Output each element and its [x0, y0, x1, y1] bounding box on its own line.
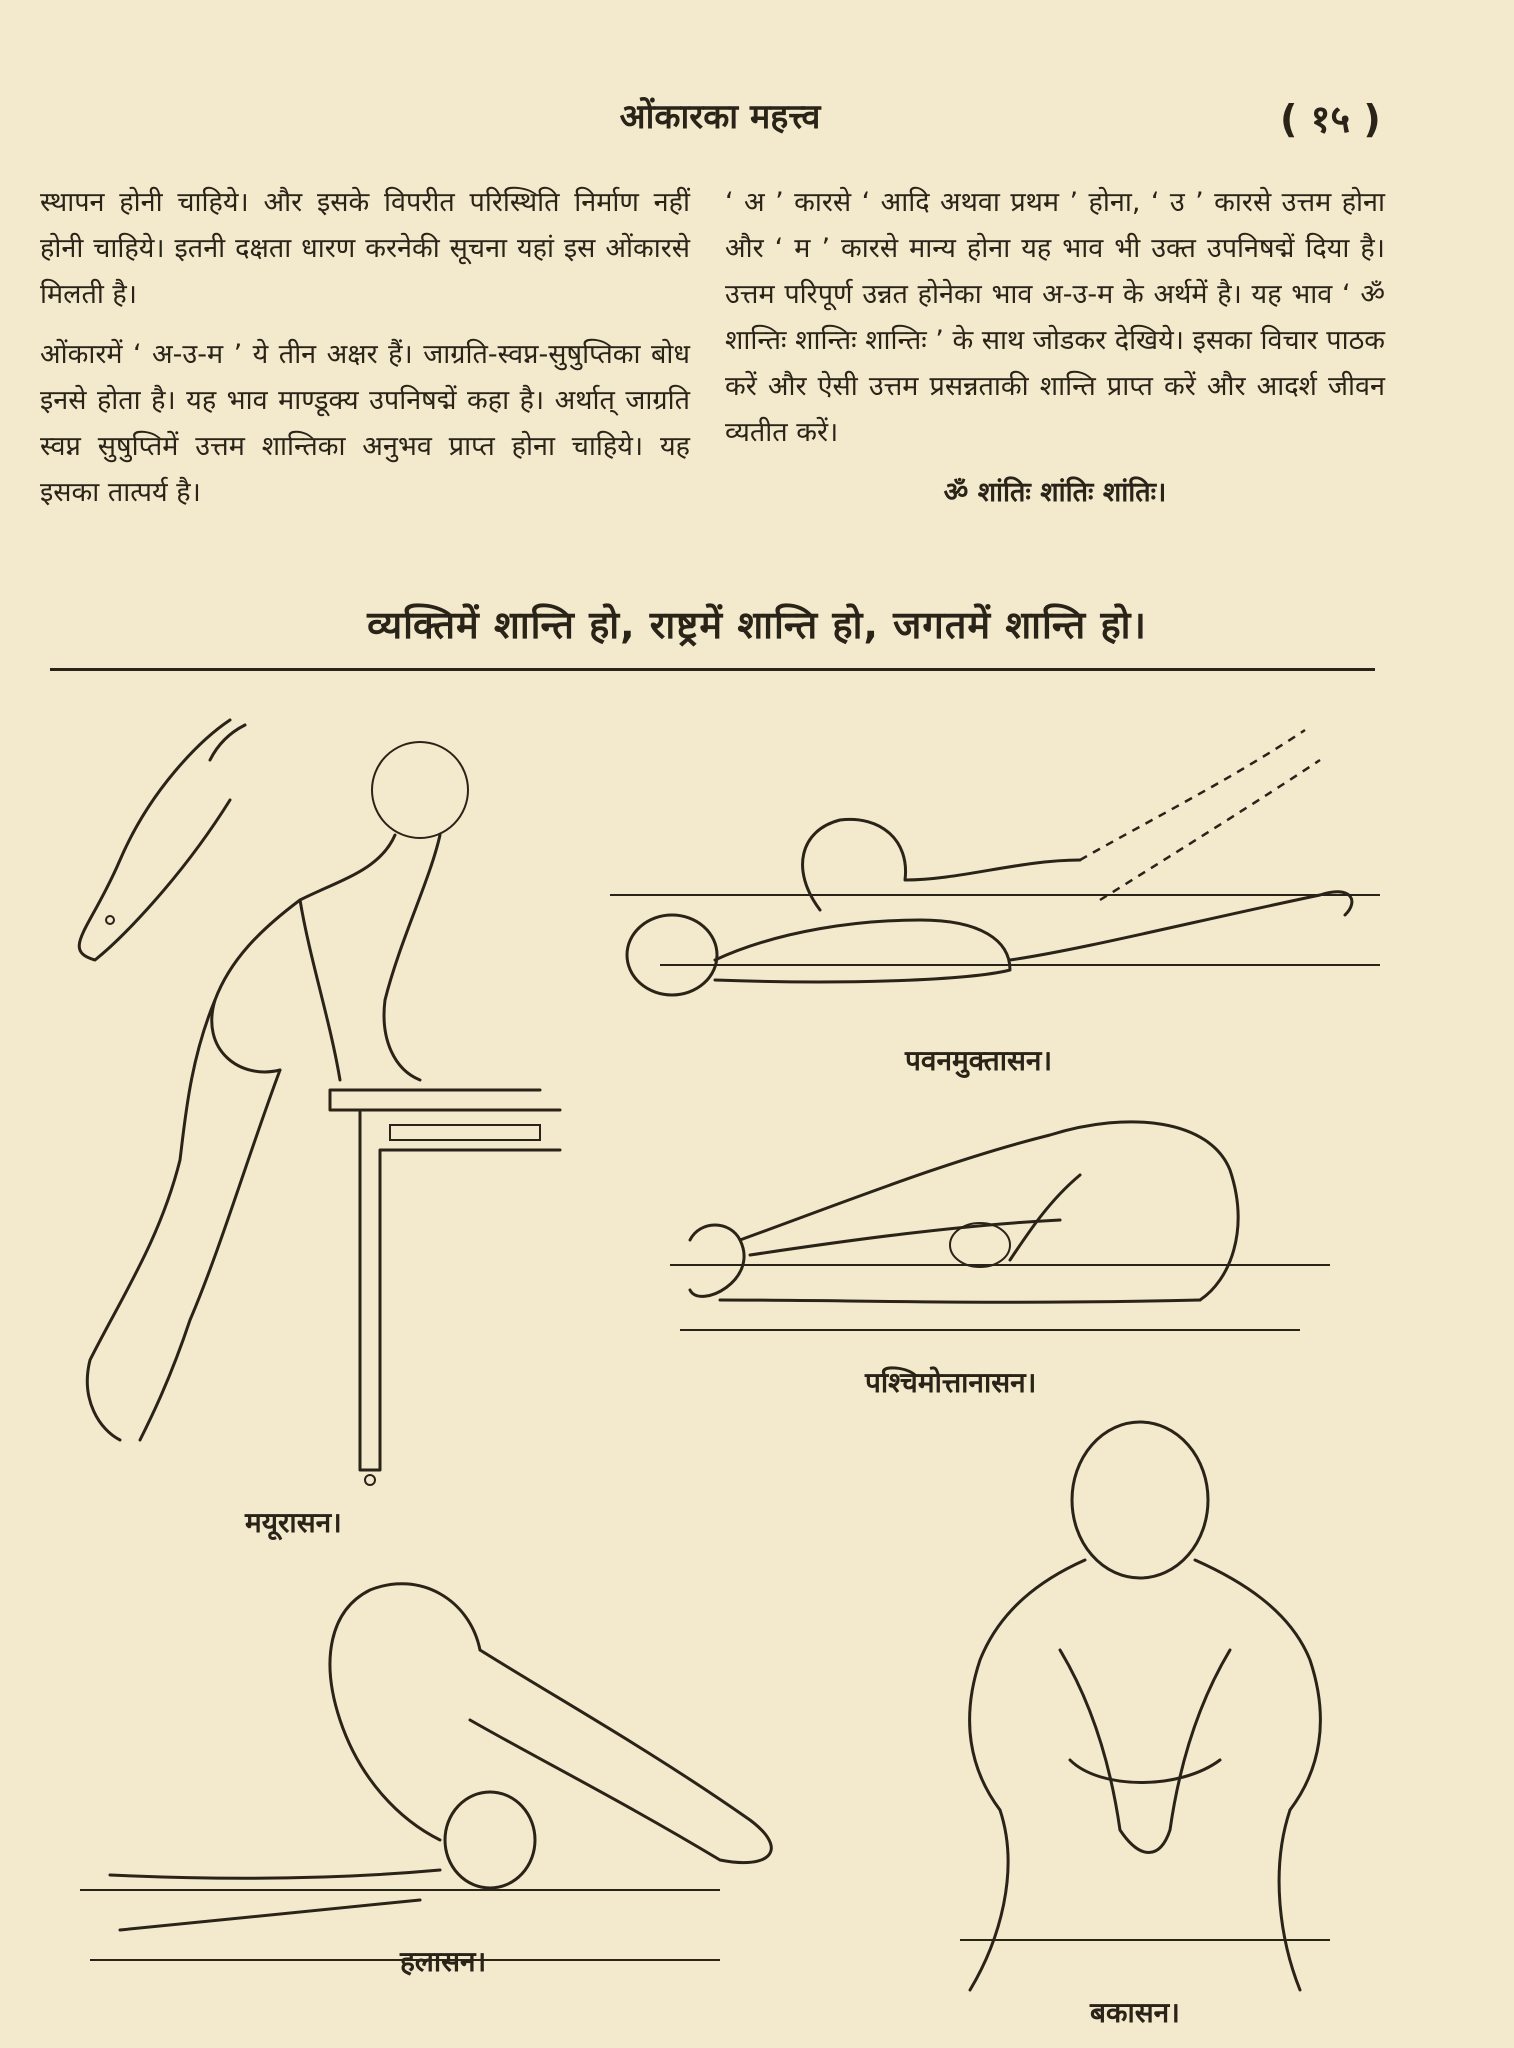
shanti-line: ॐ शांतिः शांतिः शांतिः। — [943, 477, 1167, 508]
paschimottanasana-figure — [670, 1122, 1330, 1330]
caption-halasana: हलासन। — [400, 1945, 487, 1978]
paragraph: स्थापन होनी चाहिये। और इसके विपरीत परिस्थिति निर्माण नहीं होनी चाहिये। इतनी दक्षता धारण करनेकी सूचना यहां इस ओंकारसे मिलती है। — [40, 187, 690, 310]
halasana-figure — [80, 1584, 771, 1960]
caption-mayurasana: मयूरासन। — [245, 1506, 342, 1539]
caption-pavanamuktasana: पवनमुक्तासन। — [905, 1044, 1053, 1077]
paragraph: ‘ अ ’ कारसे ‘ आदि अथवा प्रथम ’ होना, ‘ उ ’ कारसे उत्तम होना और ‘ म ’ कारसे मान्य होना यह भाव भी उक्त उपनिषद्में दिया है। उत्तम परिपूर्ण उन्नत होनेका भाव अ-उ-म के अर्थमें है। यह भाव ‘ ॐ शान्तिः शान्तिः शान्तिः ’ के साथ जोडकर देखिये। इसका विचार पाठक करें और ऐसी उत्तम प्रसन्नताकी शान्ति प्राप्त करें और आदर्श जीवन व्यतीत करें। — [725, 187, 1385, 448]
mayurasana-figure — [79, 720, 560, 1485]
caption-paschimottanasana: पश्चिमोत्तानासन। — [865, 1366, 1037, 1399]
page-number: ( १५ ) — [1280, 97, 1381, 141]
paragraph: ओंकारमें ‘ अ-उ-म ’ ये तीन अक्षर हैं। जाग्रति-स्वप्न-सुषुप्तिका बोध इनसे होता है। यह भाव माण्डूक्य उपनिषद्में कहा है। अर्थात् जाग्रति स्वप्न सुषुप्तिमें उत्तम शान्तिका अनुभव प्राप्त होना चाहिये। यह इसका तात्पर्य है। — [40, 339, 690, 508]
bakasana-figure — [960, 1422, 1330, 1990]
motto-heading: व्यक्तिमें शान्ति हो, राष्ट्रमें शान्ति हो, जगतमें शान्ति हो। — [367, 603, 1147, 647]
pavanamuktasana-figure — [610, 730, 1380, 995]
page-title: ओंकारका महत्त्व — [619, 97, 821, 137]
caption-bakasana: बकासन। — [1090, 1996, 1180, 2029]
